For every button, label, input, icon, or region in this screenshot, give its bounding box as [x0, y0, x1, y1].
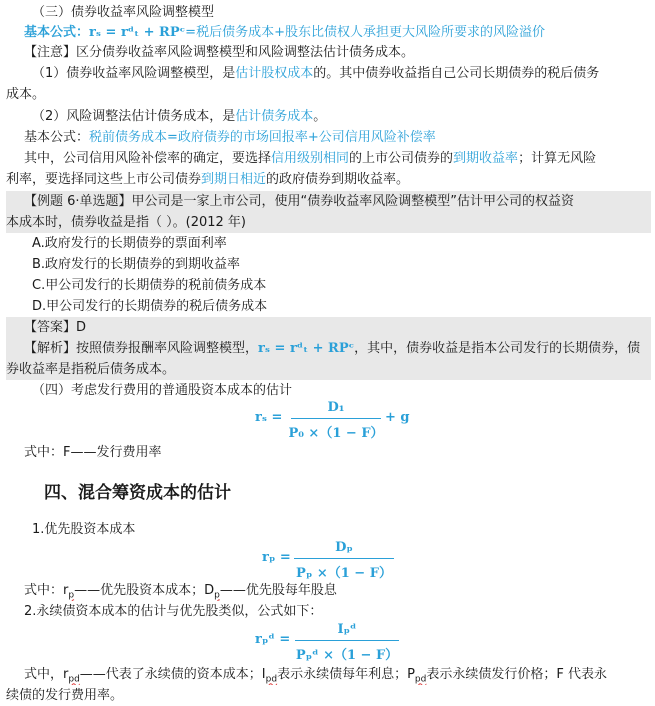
perpetual-bond-title: 2.永续债资本成本的估计与优先股类似，公式如下：: [24, 604, 323, 619]
option-a: A.政府发行的长期债券的票面利率: [32, 236, 227, 251]
subscript-p-1: p: [68, 590, 75, 601]
point-1-cont: 成本。: [6, 87, 46, 102]
section-heading-4: 四、混合筹资成本的估计: [44, 483, 231, 503]
option-d: D.甲公司发行的长期债券的税后债务成本: [32, 299, 268, 314]
explanation-formula: rₛ = rᵈₜ + RPᶜ: [258, 341, 355, 356]
explanation-text-1: 【解析】按照债券报酬率风险调整模型，: [24, 341, 259, 356]
point-2-text: （2）风险调整法估计债务成本，是: [32, 109, 236, 124]
preferred-stock-cost-formula: [262, 540, 412, 580]
formula-1-denominator: P₀ ×（1 − F）: [288, 426, 384, 441]
formula-3-numerator: Iₚᵈ: [337, 622, 357, 637]
risk-free-line: [6, 169, 651, 190]
subscript-pd-3: pd: [414, 674, 427, 685]
formula-3-lhs: rₚᵈ =: [255, 632, 291, 647]
credit-risk-text-3: ；计算无风险: [518, 151, 597, 166]
subscript-pd-1: pd: [68, 674, 80, 685]
formula-1-lhs: rₛ =: [255, 410, 283, 425]
credit-risk-text-2: 的上市公司债券的: [349, 151, 454, 166]
explanation-line-1: [6, 338, 651, 359]
formula-3-denominator: Pₚᵈ ×（1 − F）: [295, 648, 399, 663]
answer-line: 【答案】D: [6, 317, 651, 338]
risk-free-highlight: 到期日相近: [201, 172, 267, 187]
note-line: 【注意】区分债券收益率风险调整模型和风险调整法估计债务成本。: [24, 45, 415, 60]
credit-risk-line: [6, 148, 651, 169]
where-perpetual-text-4: 表示永续债发行价格；F 代表永: [426, 667, 607, 682]
basic-formula-label: 基本公式：: [24, 25, 90, 40]
where-perpetual-text-3: 表示永续债每年利息；P: [277, 667, 415, 682]
risk-free-text-1: 利率，要选择同这些上市公司债券: [6, 172, 202, 187]
where-preferred-text-2: ——优先股资本成本；D: [74, 583, 215, 598]
subscript-pd-2: pd: [265, 674, 278, 685]
basic-formula-line: [6, 22, 651, 43]
point-1-text: （1）债券收益率风险调整模型，是: [32, 66, 236, 81]
example-question-1: 【例题 6·单选题】甲公司是一家上市公司，使用“债券收益率风险调整模型”估计甲公司的权益资: [6, 191, 651, 212]
where-f-line: 式中：F——发行费用率: [24, 445, 162, 460]
debt-formula-label: 基本公式：: [24, 130, 90, 145]
point-2-line: [6, 106, 651, 127]
where-perpetual-text-2: ——代表了永续债的资本成本；I: [79, 667, 266, 682]
formula-3-bar: [295, 640, 399, 641]
debt-formula-line: [6, 127, 651, 148]
point-2-end: 。: [313, 109, 327, 124]
option-c: C.甲公司发行的长期债券的税前债务成本: [32, 278, 267, 293]
where-preferred-text-1: 式中：r: [24, 583, 69, 598]
basic-formula-explanation: =税后债务成本+股东比债权人承担更大风险所要求的风险溢价: [185, 25, 545, 40]
option-b: B.政府发行的长期债券的到期收益率: [32, 257, 241, 272]
credit-risk-highlight-2: 到期收益率: [453, 151, 519, 166]
formula-2-bar: [294, 558, 394, 559]
formula-2-numerator: Dₚ: [335, 540, 353, 555]
debt-formula: 税前债务成本=政府债券的市场回报率+公司信用风险补偿率: [89, 130, 436, 145]
where-perpetual-text-1: 式中，r: [24, 667, 69, 682]
credit-risk-text-1: 其中，公司信用风险补偿率的确定，要选择: [24, 151, 272, 166]
preferred-stock-title: 1.优先股资本成本: [32, 522, 136, 537]
where-perpetual-line: [6, 664, 651, 685]
point-1-line: [6, 63, 651, 84]
where-preferred-text-3: ——优先股每年股息: [219, 583, 337, 598]
point-2-highlight: 估计债务成本: [235, 109, 314, 124]
where-perpetual-cont: 续债的发行费用率。: [6, 688, 124, 703]
section-4-title: （四）考虑发行费用的普通股资本成本的估计: [32, 383, 293, 398]
point-1-highlight: 估计股权成本: [235, 66, 314, 81]
formula-2-lhs: rₚ =: [262, 550, 291, 565]
explanation-line-2: 券收益率是指税后债务成本。: [6, 359, 651, 380]
risk-free-text-2: 的政府债券到期收益率。: [266, 172, 410, 187]
formula-2-denominator: Pₚ ×（1 − F）: [296, 566, 392, 581]
bond-risk-formula: rₛ = rᵈₜ + RPᶜ: [89, 25, 186, 40]
formula-1-numerator: D₁: [327, 400, 345, 415]
perpetual-bond-cost-formula: [255, 622, 415, 662]
subscript-p-2: p: [214, 590, 220, 601]
where-preferred-line: [6, 580, 651, 601]
formula-1-bar: [291, 418, 381, 419]
explanation-text-2: ，其中，债券收益是指本公司发行的长期债券，债: [354, 341, 641, 356]
common-stock-cost-formula: [255, 400, 415, 440]
example-question-2: 本成本时，债券收益是指（ ）。(2012 年): [6, 212, 651, 233]
credit-risk-highlight-1: 信用级别相同: [271, 151, 350, 166]
point-1-text-2: 的。其中债券收益指自己公司长期债券的税后债务: [313, 66, 600, 81]
section-3-title: （三）债券收益率风险调整模型: [32, 5, 215, 20]
formula-1-rhs: + g: [385, 410, 410, 425]
